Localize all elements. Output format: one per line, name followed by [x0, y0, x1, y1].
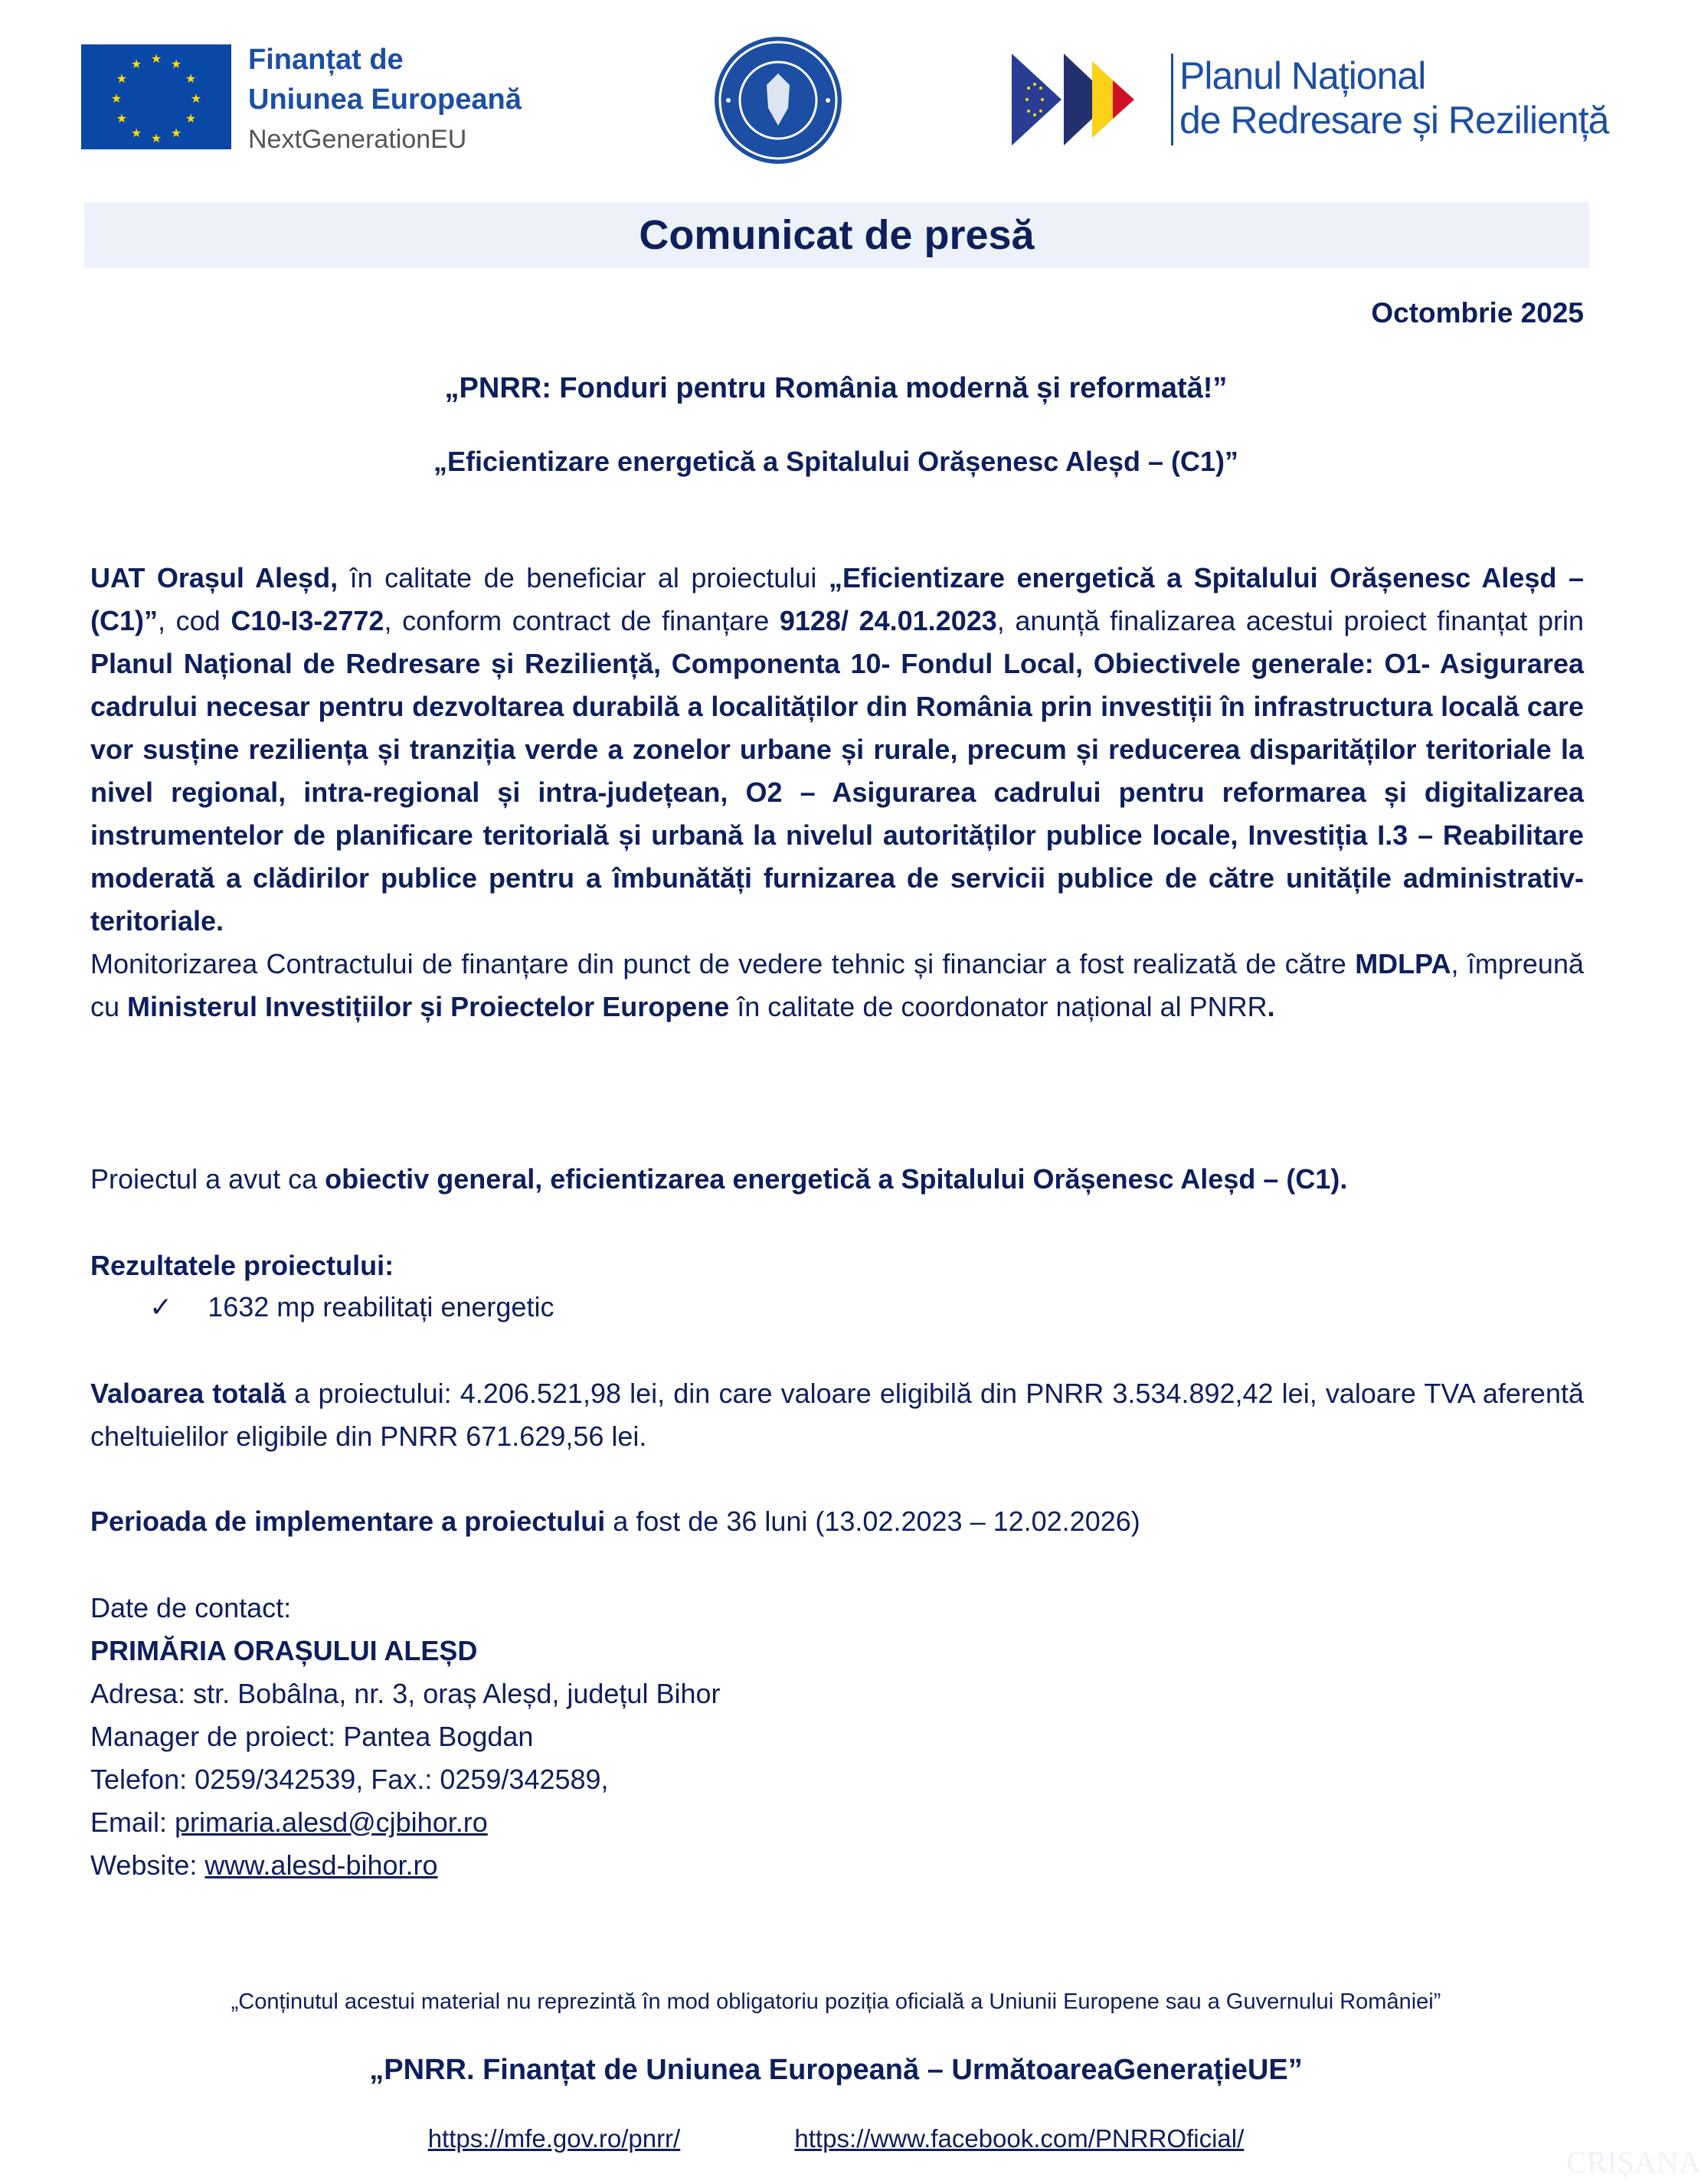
headline-slogan: „PNRR: Fonduri pentru România modernă și reformată!”	[444, 372, 1228, 404]
eu-flag-logo	[81, 44, 231, 149]
website-link[interactable]: www.alesd-bihor.ro	[204, 1849, 438, 1881]
contact-block	[90, 1587, 720, 1887]
eu-star-icon: ★	[116, 73, 128, 86]
contact-manager: Manager de proiect: Pantea Bogdan	[90, 1721, 534, 1752]
contact-website: Website: www.alesd-bihor.ro	[90, 1849, 438, 1881]
paragraph-monitoring: Monitorizarea Contractului de finanțare din punct de vedere tehnic și financiar a fost realizată de către MDLPA, împreună cu Ministerul Investițiilor și Proiectelor Europene în calitate de coordonator național al PNRR.	[90, 948, 1584, 1022]
pnrr-logo-line2: de Redresare și Reziliență	[1179, 99, 1609, 142]
email-link[interactable]: primaria.alesd@cjbihor.ro	[175, 1806, 488, 1838]
eu-star-icon: ★	[130, 127, 142, 141]
eu-star-icon: ★	[150, 53, 162, 66]
project-title: „Eficientizare energetică a Spitalului Orășenesc Aleșd – (C1)”	[433, 446, 1239, 477]
paragraph-intro: UAT Orașul Aleșd, în calitate de beneficiar al proiectului „Eficientizare energetică a Spitalului Orășenesc Aleșd – (C1)”, cod C10-I3-2772, conform contract de finanțare 9128/ 24.01.2023, anunță finalizarea acestui proiect finanțat prin Planul Național de Redresare și Reziliență, Componenta 10- Fondul Local, Obiectivele generale: O1- Asigurarea cadrului necesar pentru dezvoltarea durabilă a localităților din România prin investiții în infrastructura locală care vor susține reziliența și tranziția verde a zonelor urbane și rurale, precum și reducerea disparităților teritoriale la nivel regional, intra-regional și intra-județean, O2 – Asigurarea cadrului pentru reformarea și digitalizarea instrumentelor de planificare teritorială și urbană la nivelul autorităților publice locale, Investiția I.3 – Reabilitare moderată a clădirilor publice pentru a îmbunătăți furnizarea de servicii publice de către unitățile administrativ-teritoriale. Monitorizarea Contractului de finanțare din punct de vedere tehnic și financiar a fost realizată de către MDLPA, împreună cu Ministerul Investițiilor și Proiectelor Europene în calitate de coordonator național al PNRR.	[90, 557, 1584, 1028]
eu-star-icon: ★	[110, 93, 123, 106]
eu-star-icon: ★	[170, 57, 182, 71]
mfe-pnrr-link[interactable]: https://mfe.gov.ro/pnrr/	[427, 2124, 681, 2153]
page-title: Comunicat de presă	[84, 202, 1589, 268]
government-seal-logo	[713, 35, 843, 165]
results-heading: Rezultatele proiectului:	[90, 1250, 394, 1281]
press-date: Octombrie 2025	[1371, 297, 1584, 329]
pnrr-logo-text	[1179, 54, 1608, 142]
eu-logo-line2: Uniunea Europeană	[248, 83, 522, 116]
eu-star-icon: ★	[190, 93, 202, 106]
eu-star-icon: ★	[185, 73, 197, 86]
pnrr-logo-divider	[1171, 54, 1173, 145]
eu-star-icon: ★	[130, 57, 142, 71]
pnrr-logo-line1: Planul Național	[1179, 54, 1426, 97]
paragraph-period: Perioada de implementare a proiectului a fost de 36 luni (13.02.2023 – 12.02.2026)	[90, 1506, 1140, 1537]
contact-org: PRIMĂRIA ORAȘULUI ALEȘD	[90, 1635, 478, 1666]
eu-star-icon: ★	[150, 132, 162, 145]
pnrr-arrows-logo	[1012, 54, 1165, 145]
checkmark-icon: ✓	[149, 1291, 173, 1322]
contact-phone: Telefon: 0259/342539, Fax.: 0259/342589,	[90, 1764, 609, 1795]
disclaimer: „Conținutul acestui material nu reprezintă în mod obligatoriu poziția oficială a Uniunii Europene sau a Guvernului României”	[231, 1989, 1441, 2014]
paragraph-value: Valoarea totală a proiectului: 4.206.521,98 lei, din care valoare eligibilă din PNRR 3.534.892,42 lei, valoare TVA aferentă cheltuielilor eligibile din PNRR 671.629,56 lei.	[90, 1378, 1584, 1452]
footer-links	[0, 2124, 1672, 2153]
footer-slogan: „PNRR. Finanțat de Uniunea Europeană – UrmătoareaGenerațieUE”	[369, 2054, 1303, 2086]
facebook-pnrr-link[interactable]: https://www.facebook.com/PNRROficial/	[794, 2124, 1245, 2153]
contact-heading: Date de contact:	[90, 1592, 292, 1623]
eu-logo-line3: NextGenerationEU	[248, 125, 467, 154]
eu-stars-icon	[81, 44, 231, 149]
eu-logo-line1: Finanțat de	[248, 44, 404, 76]
eu-star-icon: ★	[170, 127, 182, 141]
eu-funding-logo-text	[248, 40, 522, 159]
contact-address: Adresa: str. Bobâlna, nr. 3, oraș Aleșd, județul Bihor	[90, 1678, 721, 1709]
watermark: CRIȘANA	[1566, 2145, 1701, 2179]
eu-star-icon: ★	[116, 113, 128, 126]
result-item: ✓ 1632 mp reabilitați energetic	[149, 1291, 554, 1322]
contact-email: Email: primaria.alesd@cjbihor.ro	[90, 1806, 488, 1838]
eu-star-icon: ★	[185, 113, 197, 126]
paragraph-objective: Proiectul a avut ca obiectiv general, eficientizarea energetică a Spitalului Orășenesc Aleșd – (C1).	[90, 1163, 1348, 1195]
